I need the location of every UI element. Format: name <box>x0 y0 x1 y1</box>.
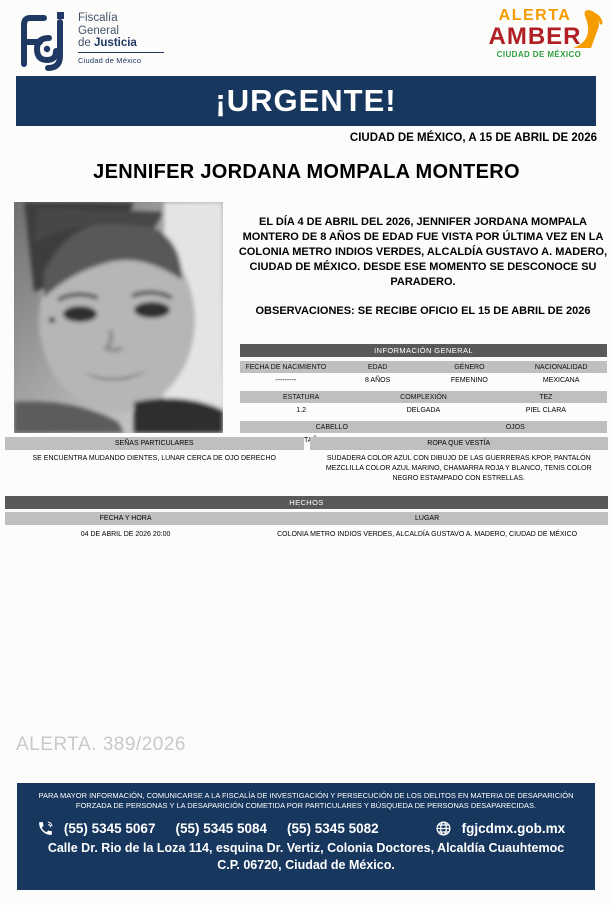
phone-number-3: (55) 5345 5082 <box>287 821 379 836</box>
globe-icon <box>435 820 452 837</box>
header-edad: EDAD <box>367 363 388 371</box>
general-info-headers-row3 <box>240 421 607 433</box>
value-genero: FEMENINO <box>450 376 488 384</box>
header-lugar: LUGAR <box>415 515 440 522</box>
general-info-headers-row1 <box>240 361 607 373</box>
general-info-values-row1 <box>240 373 607 387</box>
incident-paragraph: EL DÍA 4 DE ABRIL DEL 2026, JENNIFER JORDANA MOMPALA MONTERO DE 8 AÑOS DE EDAD FUE VISTA POR ÚLTIMA VEZ EN LA COLONIA METRO INDIOS VERDES, ALCALDÍA GUSTAVO A. MADERO, CIUDAD DE MÉXICO. DESDE ESE MOMENTO SE DESCONOCE SU PARADERO. <box>238 216 608 288</box>
header-ojos: OJOS <box>505 423 525 431</box>
ropa-column <box>310 437 609 484</box>
person-name: JENNIFER JORDANA MOMPALA MONTERO <box>93 161 520 183</box>
alert-number: ALERTA. 389/2026 <box>16 734 186 755</box>
ropa-value: SUDADERA COLOR AZUL CON DIBUJO DE LAS GUERRERAS KPOP, PANTALÓN MEZCLILLA COLOR AZUL MARINO, CHAMARRA ROJA Y BLANCO, TENIS COLOR NEGRO ESTAMPADO CON ESTRELLAS. <box>325 455 592 482</box>
value-edad: 8 AÑOS <box>364 376 391 384</box>
particulars-section <box>5 437 608 484</box>
footer-address <box>17 840 595 873</box>
address-line-2: C.P. 06720, Ciudad de México. <box>217 857 395 872</box>
value-tez: PIEL CLARA <box>525 406 566 414</box>
amber-word-amber: AMBER <box>488 23 582 50</box>
general-info-title: INFORMACIÓN GENERAL <box>240 344 607 357</box>
amber-word-alerta: ALERTA <box>498 7 572 24</box>
fgj-text-line3: de Justicia <box>78 37 137 49</box>
website-url: fgjcdmx.gob.mx <box>461 821 566 836</box>
hechos-title: HECHOS <box>5 496 608 509</box>
value-complexion: DELGADA <box>406 406 441 414</box>
fgj-text-line2: General <box>78 24 119 37</box>
phone-icon <box>37 820 54 837</box>
hechos-values <box>5 528 608 541</box>
fgj-text-city: Ciudad de México <box>78 56 142 65</box>
value-fecha-nacimiento: --------- <box>275 376 297 384</box>
amber-word-city: CIUDAD DE MÉXICO <box>496 50 582 59</box>
value-nacionalidad: MEXICANA <box>542 376 580 384</box>
observations-paragraph: OBSERVACIONES: SE RECIBE OFICIO EL 15 DE ABRIL DE 2026 <box>255 305 591 317</box>
header-nacionalidad: NACIONALIDAD <box>534 363 588 371</box>
address-line-1: Calle Dr. Rio de la Loza 114, esquina Dr. Vertiz, Colonia Doctores, Alcaldía Cuauhtemoc <box>47 841 565 855</box>
hechos-section <box>5 496 608 541</box>
fgj-monogram-icon <box>16 12 70 79</box>
general-info-headers-row2 <box>240 391 607 403</box>
alerta-amber-logo <box>483 8 601 59</box>
senas-value: SE ENCUENTRA MUDANDO DIENTES, LUNAR CERCA DE OJO DERECHO <box>32 455 276 462</box>
header-estatura: ESTATURA <box>283 393 320 401</box>
fgj-logo <box>16 12 164 79</box>
missing-person-photo <box>14 202 223 433</box>
senas-column <box>5 437 304 484</box>
fgj-divider <box>78 52 164 54</box>
header-genero: GÉNERO <box>454 363 485 371</box>
hechos-headers <box>5 512 608 525</box>
value-cabello: CASTAÑO <box>289 436 323 444</box>
phone-number-2: (55) 5345 5084 <box>175 821 268 836</box>
ropa-header: ROPA QUE VESTÍA <box>310 437 609 450</box>
contact-row <box>17 820 595 837</box>
urgent-banner: ¡URGENTE! <box>16 76 596 126</box>
header-fecha-hora: FECHA Y HORA <box>99 515 152 522</box>
general-info-values-row2 <box>240 403 607 417</box>
header-tez: TEZ <box>539 393 553 401</box>
date-line: CIUDAD DE MÉXICO, A 15 DE ABRIL DE 2026 <box>349 132 597 144</box>
incident-description <box>238 215 608 319</box>
value-estatura: 1.2 <box>296 406 307 414</box>
general-info-table <box>240 344 607 447</box>
header-fecha-nacimiento: FECHA DE NACIMIENTO <box>245 363 327 371</box>
header-complexion: COMPLEXIÓN <box>400 393 447 401</box>
senas-header: SEÑAS PARTICULARES <box>5 437 304 450</box>
value-lugar: COLONIA METRO INDIOS VERDES, ALCALDÍA GUSTAVO A. MADERO, CIUDAD DE MÉXICO <box>277 531 578 538</box>
phone-number-1: (55) 5345 5067 <box>63 821 156 836</box>
footer-disclaimer: PARA MAYOR INFORMACIÓN, COMUNICARSE A LA FISCALÍA DE INVESTIGACIÓN Y PERSECUCIÓN DE LOS DELITOS EN MATERIA DE DESAPARICIÓN FORZADA DE PERSONAS Y LA DESAPARICIÓN COMETIDA POR PARTICULARES Y BÚSQUEDA DE PERSONAS DESAPARECIDAS. <box>38 791 574 810</box>
header-cabello: CABELLO <box>315 423 348 431</box>
value-fecha-hora: 04 DE ABRIL DE 2026 20:00 <box>80 531 171 538</box>
amber-signal-icon <box>569 6 603 54</box>
footer <box>17 783 595 890</box>
fgj-text-line1: Fiscalía <box>78 12 118 24</box>
